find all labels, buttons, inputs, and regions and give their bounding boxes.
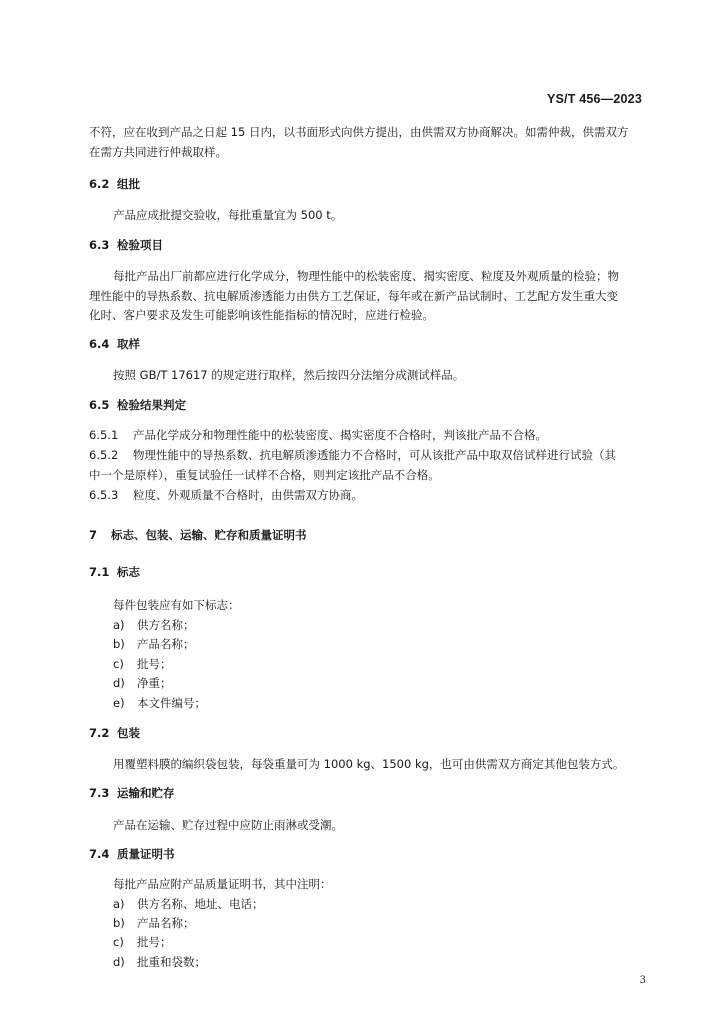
section-heading-6-5 <box>89 398 186 412</box>
list-item-letter: d) <box>113 676 125 690</box>
clause-text: 粒度、外观质量不合格时，由供需双方协商。 <box>133 488 363 502</box>
list-item-letter: a) <box>113 618 125 632</box>
paragraph-line: 每批产品应附产品质量证明书，其中注明： <box>113 877 332 891</box>
list-item <box>113 676 172 690</box>
paragraph-line: 用覆塑料膜的编织袋包装，每袋重量可为 1000 kg、1500 kg，也可由供需双方商定其他包装方式。 <box>113 757 625 771</box>
list-item <box>113 637 195 651</box>
section-heading-7-4 <box>89 847 175 861</box>
chapter-heading-7 <box>89 528 307 542</box>
list-item-letter: b) <box>113 637 125 651</box>
paragraph-line: 不符，应在收到产品之日起 15 日内，以书面形式向供方提出，由供需双方协商解决。如需仲裁，供需双方 <box>89 125 629 139</box>
section-number: 6.5 <box>89 398 110 412</box>
list-item-text: 本文件编号； <box>137 696 206 710</box>
list-item-text: 批重和袋数； <box>137 955 206 969</box>
section-title: 运输和贮存 <box>117 786 175 800</box>
section-title: 组批 <box>117 177 140 191</box>
clause-6-5-2 <box>89 448 616 462</box>
section-heading-6-4 <box>89 337 140 351</box>
clause-number: 6.5.3 <box>89 488 119 502</box>
paragraph-line: 理性能中的导热系数、抗电解质渗透能力由供方工艺保证，每年或在新产品试制时、工艺配方发生重大变 <box>89 289 618 303</box>
paragraph-line: 中一个是原样），重复试验任一试样不合格，则判定该批产品不合格。 <box>89 468 440 482</box>
list-item-text: 产品名称； <box>137 916 195 930</box>
list-item-text: 供方名称； <box>137 618 195 632</box>
section-number: 7.3 <box>89 786 110 800</box>
list-item-text: 批号； <box>137 935 172 949</box>
list-item <box>113 696 206 710</box>
clause-6-5-3 <box>89 488 363 502</box>
section-heading-7-3 <box>89 786 175 800</box>
list-item-letter: b) <box>113 916 125 930</box>
list-item-letter: d) <box>113 955 125 969</box>
paragraph-line: 产品应成批提交验收，每批重量宜为 500 t。 <box>113 208 343 222</box>
section-title: 标志 <box>117 565 140 579</box>
paragraph-line: 在需方共同进行仲裁取样。 <box>89 145 227 159</box>
section-number: 6.2 <box>89 177 110 191</box>
section-number: 7.4 <box>89 847 110 861</box>
section-title: 包装 <box>117 726 140 740</box>
list-item <box>113 935 172 949</box>
list-item-text: 产品名称； <box>137 637 195 651</box>
list-item-letter: c) <box>113 657 124 671</box>
list-item-text: 批号； <box>137 657 172 671</box>
section-heading-6-2 <box>89 177 140 191</box>
paragraph-line: 按照 GB/T 17617 的规定进行取样，然后按四分法缩分成测试样品。 <box>113 368 465 382</box>
clause-number: 6.5.1 <box>89 428 119 442</box>
chapter-title: 标志、包装、运输、贮存和质量证明书 <box>111 528 307 542</box>
clause-text: 物理性能中的导热系数、抗电解质渗透能力不合格时，可从该批产品中取双倍试样进行试验（其 <box>133 448 616 462</box>
list-item <box>113 955 206 969</box>
list-item <box>113 916 195 930</box>
paragraph-line: 产品在运输、贮存过程中应防止雨淋或受潮。 <box>113 818 343 832</box>
section-number: 7.1 <box>89 565 110 579</box>
standard-number: YS/T 456—2023 <box>546 92 642 106</box>
section-number: 6.3 <box>89 238 110 252</box>
list-item-letter: c) <box>113 935 124 949</box>
section-heading-7-1 <box>89 565 140 579</box>
chapter-number: 7 <box>89 528 98 542</box>
page-number: 3 <box>639 975 646 986</box>
list-item-text: 净重； <box>137 676 172 690</box>
section-heading-6-3 <box>89 238 163 252</box>
list-item <box>113 657 172 671</box>
clause-number: 6.5.2 <box>89 448 119 462</box>
list-item-letter: a) <box>113 897 125 911</box>
section-title: 质量证明书 <box>117 847 175 861</box>
paragraph-line: 每件包装应有如下标志： <box>113 598 240 612</box>
paragraph-line: 每批产品出厂前都应进行化学成分，物理性能中的松装密度、揭实密度、粒度及外观质量的检验；物 <box>113 269 619 283</box>
section-number: 7.2 <box>89 726 110 740</box>
list-item-text: 供方名称、地址、电话； <box>137 897 264 911</box>
paragraph-line: 化时、客户要求及发生可能影响该性能指标的情况时，应进行检验。 <box>89 308 434 322</box>
list-item <box>113 618 195 632</box>
section-heading-7-2 <box>89 726 140 740</box>
section-title: 检验项目 <box>117 238 163 252</box>
section-title: 检验结果判定 <box>117 398 186 412</box>
clause-text: 产品化学成分和物理性能中的松装密度、揭实密度不合格时，判该批产品不合格。 <box>133 428 547 442</box>
list-item <box>113 897 264 911</box>
section-number: 6.4 <box>89 337 110 351</box>
section-title: 取样 <box>117 337 140 351</box>
list-item-letter: e) <box>113 696 125 710</box>
clause-6-5-1 <box>89 428 547 442</box>
